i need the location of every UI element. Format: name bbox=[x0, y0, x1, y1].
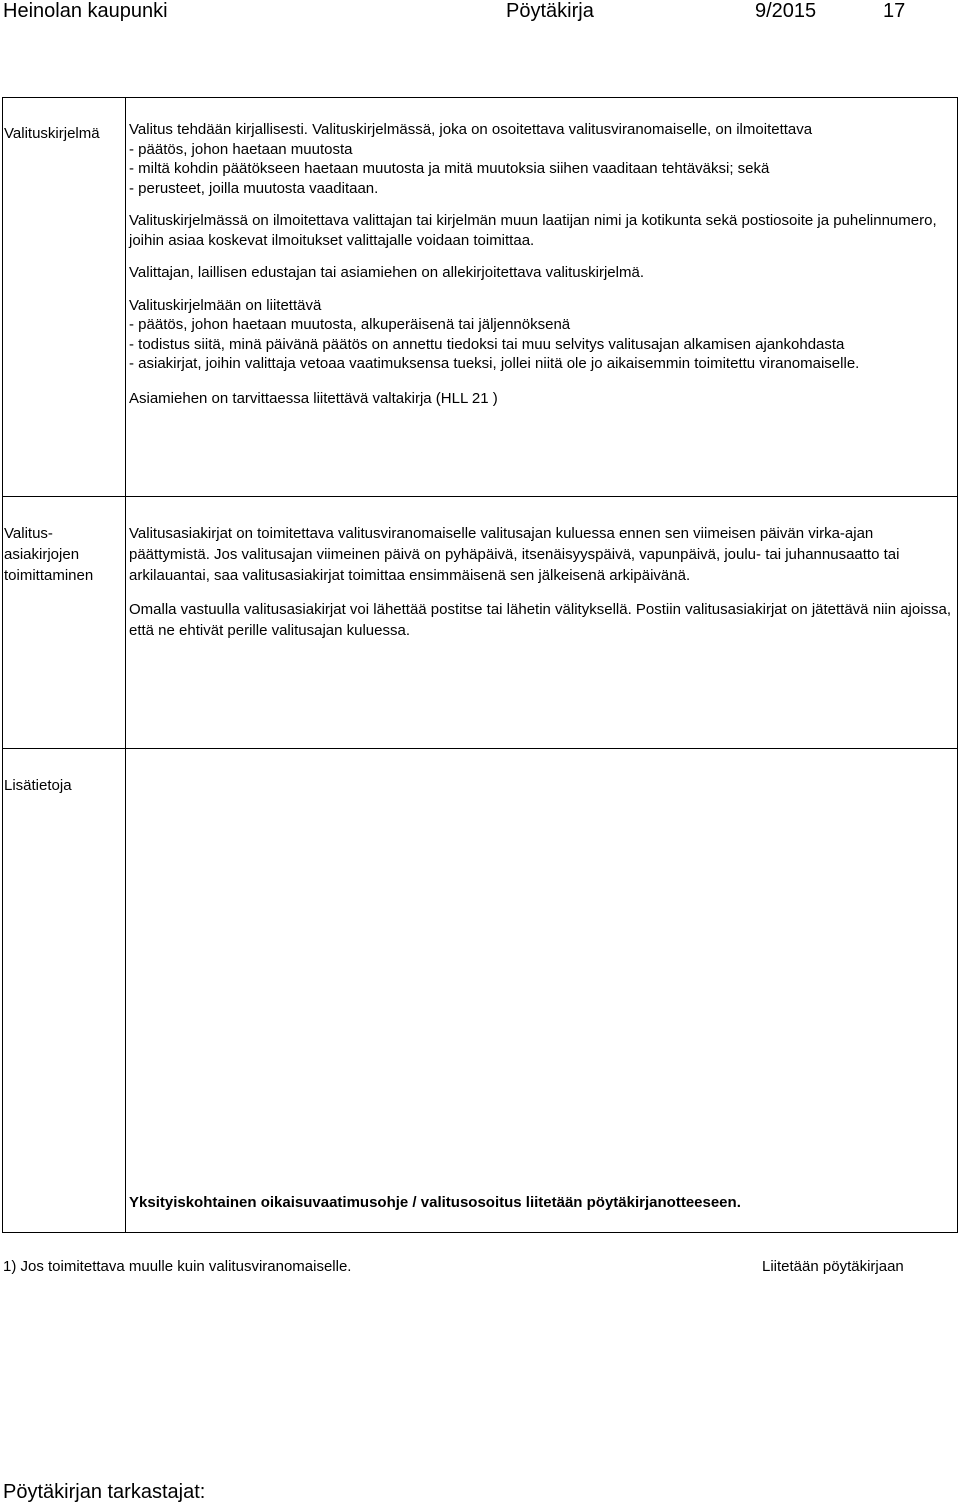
appeal-paragraph-signature: Valittajan, laillisen edustajan tai asiamiehen on allekirjoitettava valituskirjelmä. bbox=[129, 264, 644, 281]
page-header bbox=[0, 0, 960, 26]
appeal-line-2: - päätös, johon haetaan muutosta bbox=[129, 140, 353, 158]
appeal-line-4: - perusteet, joilla muutosta vaaditaan. bbox=[129, 179, 379, 197]
attachment-item-3: - asiakirjat, joihin valittaja vetoaa vaatimuksensa tueksi, jollei niitä ole jo aikaisemmin toimitettu viranomaiselle. bbox=[129, 355, 860, 372]
appeal-line-1: Valitus tehdään kirjallisesti. Valituskirjelmässä, joka on osoitettava valitusviranomaiselle, on ilmoitettava bbox=[129, 121, 813, 138]
section-body-submission bbox=[129, 523, 953, 641]
appeal-paragraph-contact: Valituskirjelmässä on ilmoitettava valittajan tai kirjelmän muun laatijan nimi ja kotikunta sekä postiosoite ja puhelinnumero, joihin asiaa koskevat ilmoitukset valittajalle voidaan toimittaa. bbox=[129, 212, 937, 249]
column-divider bbox=[125, 98, 126, 1232]
attachment-note: Liitetään pöytäkirjaan bbox=[762, 1258, 904, 1275]
section-body-appeal-letter bbox=[129, 120, 953, 408]
section-label-submission bbox=[4, 523, 119, 586]
submission-label-line-2: asiakirjojen bbox=[4, 546, 80, 563]
submission-paragraph-2: Omalla vastuulla valitusasiakirjat voi lähettää postitse tai lähetin välityksellä. Postiin valitusasiakirjat on jätettävä niin ajoissa, että ne ehtivät perille valitusajan kuluessa. bbox=[129, 601, 952, 639]
section-label-appeal-letter: Valituskirjelmä bbox=[4, 125, 100, 142]
document-number: 9/2015 bbox=[755, 0, 817, 22]
attachments-intro: Valituskirjelmään on liitettävä bbox=[129, 296, 322, 314]
submission-paragraph-1: Valitusasiakirjat on toimitettava valitusviranomaiselle valitusajan kuluessa ennen sen viimeisen päivän virka-ajan päättymistä. Jos valitusajan viimeinen päivä on pyhäpäivä, itsenäisyyspäivä, vapunpäivä, joulu- tai juhannusaatto tai arkilauantai, saa valitusasiakirjat toimittaa ensimmäisenä sen jälkeisenä arkipäivänä. bbox=[129, 525, 900, 584]
detailed-instructions-notice: Yksityiskohtainen oikaisuvaatimusohje / valitusosoitus liitetään pöytäkirjanotteeseen. bbox=[129, 1194, 741, 1211]
section-label-more-info: Lisätietoja bbox=[4, 777, 72, 794]
page-number: 17 bbox=[883, 0, 906, 22]
document-type: Pöytäkirja bbox=[506, 0, 594, 22]
organization-name: Heinolan kaupunki bbox=[3, 0, 168, 22]
row-divider-2 bbox=[3, 748, 957, 749]
power-of-attorney-note: Asiamiehen on tarvittaessa liitettävä valtakirja (HLL 21 ) bbox=[129, 389, 498, 407]
minutes-inspectors-label: Pöytäkirjan tarkastajat: bbox=[3, 1481, 206, 1503]
attachment-item-2: - todistus siitä, minä päivänä päätös on annettu tiedoksi tai muu selvitys valitusajan alkamisen ajankohdasta bbox=[129, 335, 845, 353]
footnote: 1) Jos toimitettava muulle kuin valitusviranomaiselle. bbox=[3, 1258, 352, 1275]
row-divider-1 bbox=[3, 496, 957, 497]
submission-label-line-3: toimittaminen bbox=[4, 567, 94, 584]
submission-label-line-1: Valitus- bbox=[4, 525, 53, 542]
appeal-line-3: - miltä kohdin päätökseen haetaan muutosta ja mitä muutoksia siihen vaaditaan tehtäväksi; sekä bbox=[129, 160, 770, 177]
attachment-item-1: - päätös, johon haetaan muutosta, alkuperäisenä tai jäljennöksenä bbox=[129, 316, 571, 333]
